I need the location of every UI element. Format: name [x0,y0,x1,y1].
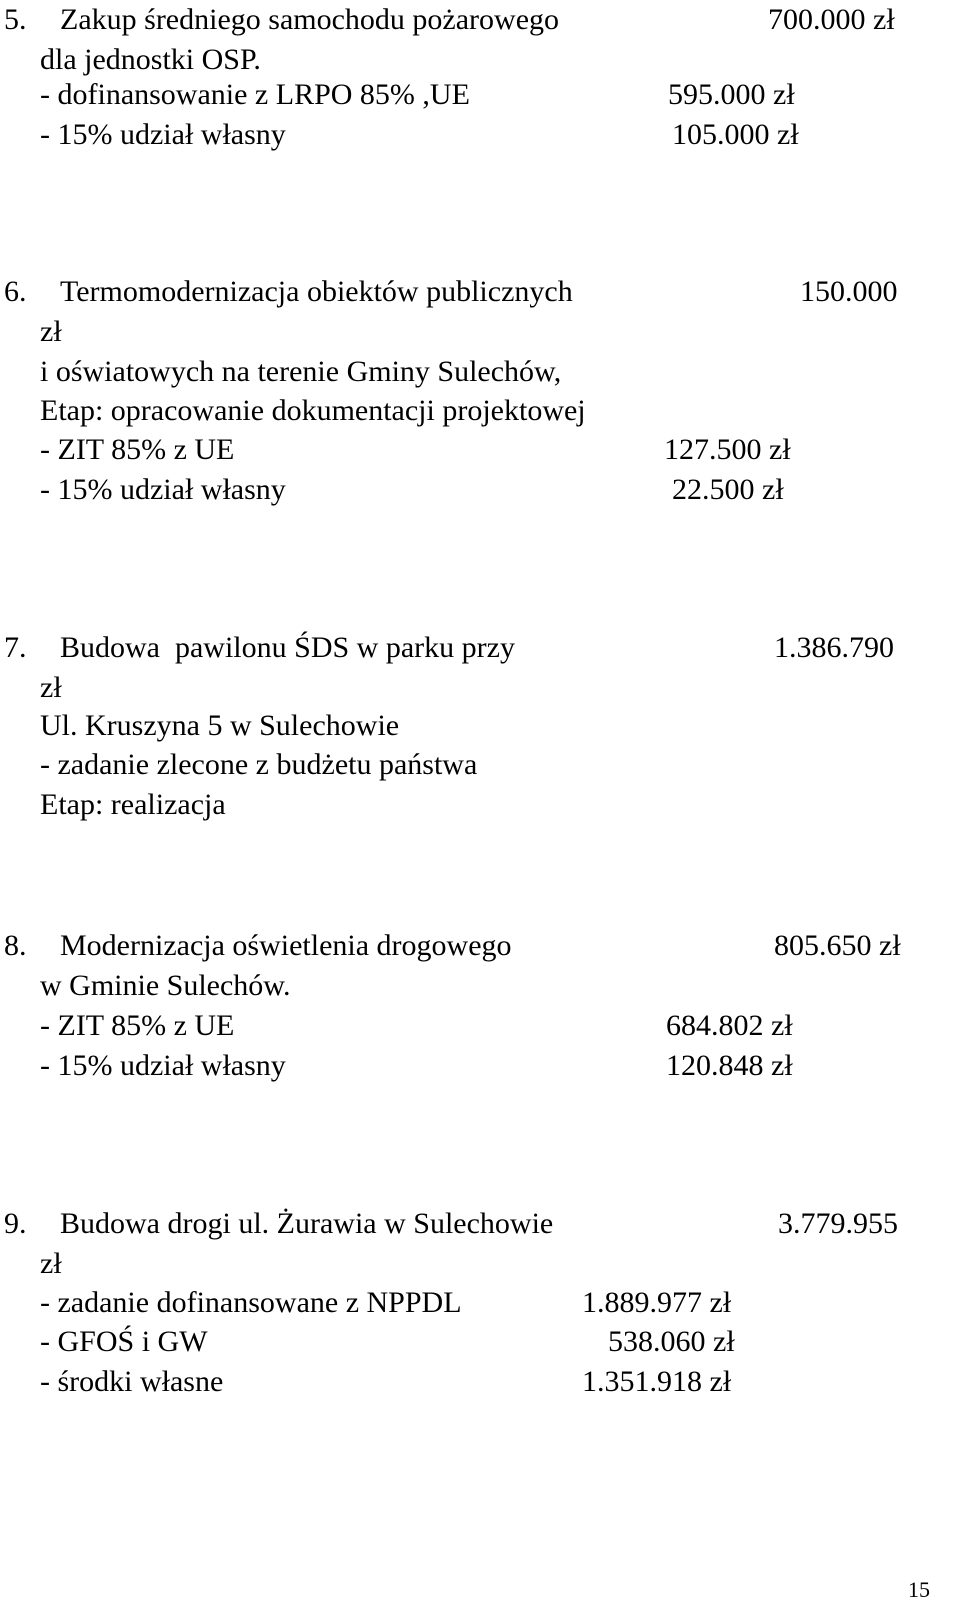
item-9-line-2: - GFOŚ i GW [40,1325,208,1358]
item-9-line-3: - środki własne [40,1365,224,1398]
item-6-line-3-amount: 127.500 zł [664,433,791,466]
item-6-amount-wrap: zł [40,315,62,348]
page-number: 15 [908,1577,930,1602]
item-7-line-3: Etap: realizacja [40,788,226,821]
item-8-line-2: - ZIT 85% z UE [40,1009,235,1042]
item-6-line-3: - ZIT 85% z UE [40,433,235,466]
item-5-number: 5. [4,3,27,36]
item-8-line-2-amount: 684.802 zł [666,1009,793,1042]
item-8-line-3: - 15% udział własny [40,1049,286,1082]
item-8-line-3-amount: 120.848 zł [666,1049,793,1082]
item-5-line-2: - dofinansowanie z LRPO 85% ,UE [40,78,470,111]
item-8-number: 8. [4,929,27,962]
item-6-line-4: - 15% udział własny [40,473,286,506]
item-7-amount: 1.386.790 [774,631,894,664]
item-8-amount: 805.650 zł [774,929,901,962]
item-5-amount: 700.000 zł [768,3,895,36]
item-9-line-2-amount: 538.060 zł [608,1325,735,1358]
item-9-number: 9. [4,1207,27,1240]
item-7-title: Budowa pawilonu ŚDS w parku przy [60,631,515,664]
item-6-line-2: Etap: opracowanie dokumentacji projektowej [40,394,586,427]
item-8-line-1: w Gminie Sulechów. [40,969,291,1002]
item-7-line-2: - zadanie zlecone z budżetu państwa [40,748,478,781]
item-8-title: Modernizacja oświetlenia drogowego [60,929,512,962]
item-6-number: 6. [4,275,27,308]
item-6-line-1: i oświatowych na terenie Gminy Sulechów, [40,355,562,388]
item-6-amount: 150.000 [800,275,898,308]
item-5-line-1: dla jednostki OSP. [40,43,261,76]
item-6-line-4-amount: 22.500 zł [672,473,784,506]
item-7-line-1: Ul. Kruszyna 5 w Sulechowie [40,709,400,742]
item-9-amount-wrap: zł [40,1247,62,1280]
item-5-line-3: - 15% udział własny [40,118,286,151]
item-5-line-3-amount: 105.000 zł [672,118,799,151]
item-9-line-3-amount: 1.351.918 zł [582,1365,732,1398]
item-7-amount-wrap: zł [40,671,62,704]
item-5-line-2-amount: 595.000 zł [668,78,795,111]
item-9-amount: 3.779.955 [778,1207,898,1240]
item-9-line-1-amount: 1.889.977 zł [582,1286,732,1319]
item-5-title: Zakup średniego samochodu pożarowego [60,3,560,36]
item-9-line-1: - zadanie dofinansowane z NPPDL [40,1286,462,1319]
item-6-title: Termomodernizacja obiektów publicznych [60,275,573,308]
item-9-title: Budowa drogi ul. Żurawia w Sulechowie [60,1207,554,1240]
item-7-number: 7. [4,631,27,664]
